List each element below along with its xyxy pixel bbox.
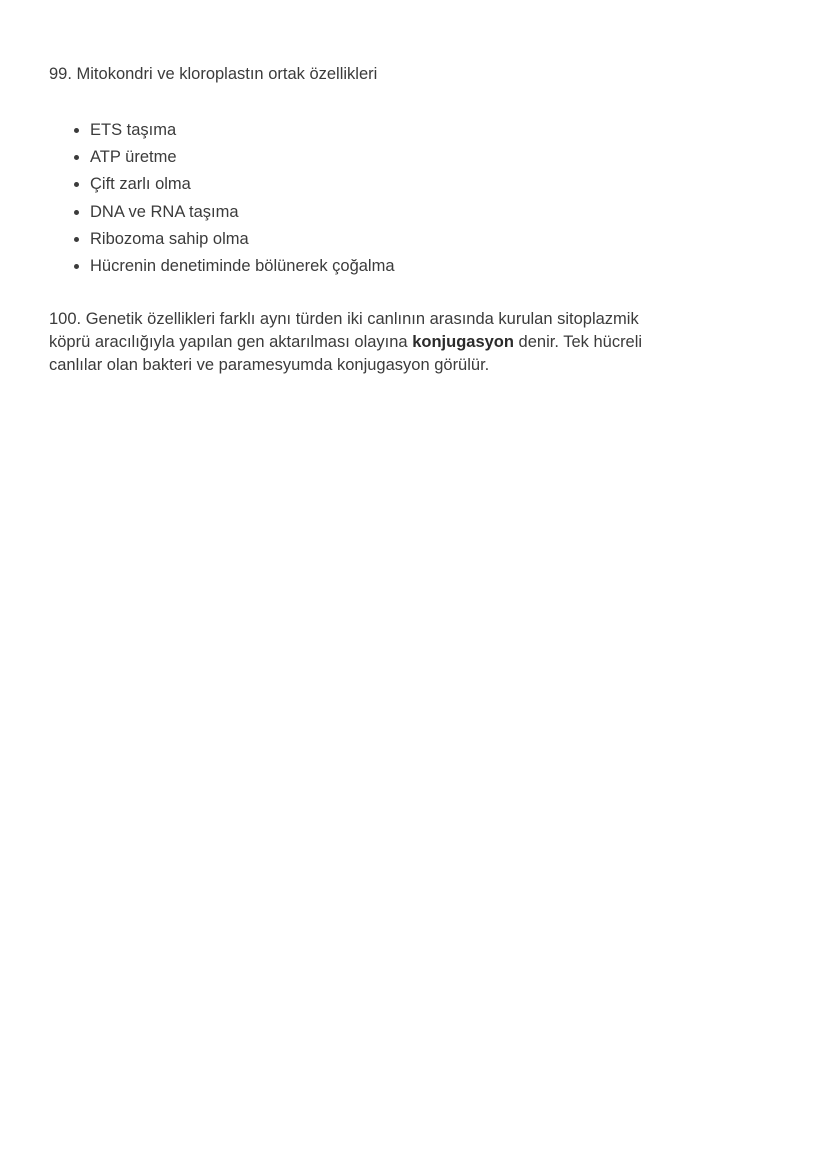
question-100-text-after: denir. Tek hücreli canlılar olan bakteri ve paramesyumda konjugasyon görülür.	[49, 333, 643, 374]
list-item-text: ATP üretme	[90, 148, 177, 167]
question-99-list	[49, 117, 395, 280]
list-item-text: ETS taşıma	[90, 121, 177, 139]
bullet-icon	[74, 237, 79, 242]
list-item	[90, 226, 395, 253]
list-item-text: Hücrenin denetiminde bölünerek çoğalma	[90, 257, 395, 276]
bullet-icon	[74, 155, 79, 160]
question-99-title: 99. Mitokondri ve kloroplastın ortak özellikleri	[49, 65, 378, 83]
list-item-text: Ribozoma sahip olma	[90, 229, 249, 248]
bullet-icon	[74, 264, 79, 269]
question-100-term: konjugasyon	[412, 333, 514, 351]
question-100-paragraph	[49, 308, 669, 377]
list-item	[90, 171, 395, 198]
list-item-text: DNA ve RNA taşıma	[90, 202, 239, 221]
list-item-text: Çift zarlı olma	[90, 175, 191, 194]
list-item	[90, 144, 395, 171]
list-item	[90, 117, 395, 144]
bullet-icon	[74, 182, 79, 187]
list-item	[90, 199, 395, 226]
list-item	[90, 253, 395, 280]
bullet-icon	[74, 128, 79, 133]
question-100-text-before: 100. Genetik özellikleri farklı aynı türden iki canlının arasında kurulan sitoplazmik köprü aracılığıyla yapılan gen aktarılması olayına	[49, 310, 639, 351]
bullet-icon	[74, 210, 79, 215]
